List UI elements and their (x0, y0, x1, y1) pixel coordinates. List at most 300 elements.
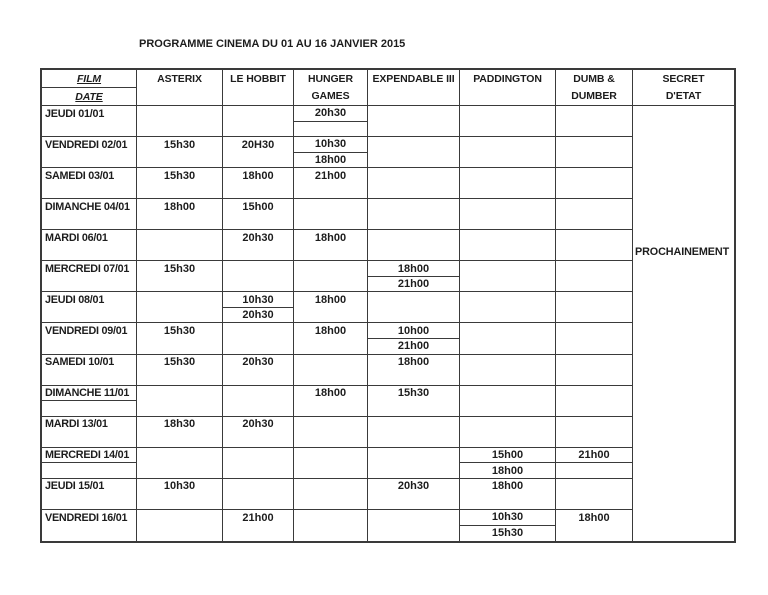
header-cell-hunger (294, 70, 368, 106)
showtime-cell-expendable (368, 292, 460, 323)
empty-slot (460, 370, 555, 385)
showtime: 18h00 (314, 231, 347, 244)
showtime-cell-expendable (368, 479, 460, 510)
date-cell (42, 448, 137, 479)
showtime-cell-hobbit (223, 448, 294, 479)
empty-slot (460, 323, 555, 338)
showtime: 15h30 (491, 527, 524, 540)
empty-slot (460, 292, 555, 307)
showtime-cell-hunger (294, 168, 368, 199)
showtime-cell-hunger (294, 323, 368, 354)
empty-slot (137, 106, 222, 121)
empty-slot (223, 339, 293, 354)
empty-slot (137, 121, 222, 136)
showtime: 15h00 (242, 200, 274, 213)
header-cell-expendable (368, 70, 460, 106)
showtime-cell-paddington (460, 448, 556, 479)
empty-slot (460, 355, 555, 370)
date-cell-empty-slot (42, 370, 136, 385)
empty-slot (556, 214, 632, 229)
showtime-cell-paddington (460, 417, 556, 448)
showtime: 15h30 (163, 169, 196, 182)
empty-slot (368, 292, 459, 307)
date-label: DIMANCHE 11/01 (42, 386, 136, 402)
showtime: 10h30 (223, 292, 293, 308)
showtime: 15h30 (163, 262, 196, 275)
showtime-cell-hunger (294, 292, 368, 323)
showtime-cell-paddington (460, 510, 556, 541)
showtime: 20h30 (242, 231, 274, 244)
date-cell (42, 323, 137, 354)
empty-slot (137, 401, 222, 416)
empty-slot (556, 417, 632, 432)
date-cell (42, 137, 137, 168)
empty-slot (556, 525, 632, 541)
showtime-cell-dumb (556, 199, 633, 230)
date-cell-empty-slot (42, 245, 136, 260)
empty-slot (460, 245, 555, 260)
empty-slot (223, 261, 293, 276)
empty-slot (556, 245, 632, 260)
empty-slot (223, 106, 293, 121)
showtime-cell-hunger (294, 199, 368, 230)
date-header-line (42, 88, 136, 105)
showtime-cell-hobbit (223, 199, 294, 230)
showtime-cell-dumb (556, 479, 633, 510)
empty-slot (223, 276, 293, 291)
date-label: VENDREDI 09/01 (45, 325, 128, 337)
showtime-cell-hobbit (223, 106, 294, 137)
empty-slot (460, 494, 555, 509)
date-cell (42, 417, 137, 448)
showtime-cell-hobbit (223, 292, 294, 323)
header-label-hunger: HUNGER (308, 72, 353, 85)
showtime-cell-dumb (556, 292, 633, 323)
showtime-cell-asterix (137, 168, 223, 199)
empty-slot (556, 199, 632, 214)
showtime-cell-expendable (368, 386, 460, 417)
showtime-cell-asterix (137, 292, 223, 323)
showtime: 21h00 (242, 511, 274, 524)
film-header-line (42, 70, 136, 88)
header-label-paddington: PADDINGTON (473, 72, 542, 85)
showtime-cell-paddington (460, 168, 556, 199)
empty-slot (368, 432, 459, 447)
empty-slot (368, 183, 459, 198)
showtime-cell-asterix (137, 323, 223, 354)
date-cell-empty-slot (42, 432, 136, 447)
showtime: 15h00 (460, 448, 555, 464)
showtime-cell-paddington (460, 137, 556, 168)
showtime-cell-hobbit (223, 230, 294, 261)
empty-slot (137, 386, 222, 401)
showtime-cell-hunger (294, 230, 368, 261)
empty-slot (368, 106, 459, 121)
empty-slot (137, 214, 222, 229)
showtime-cell-expendable (368, 137, 460, 168)
empty-slot (294, 463, 367, 478)
showtime: 20H30 (241, 138, 275, 151)
empty-slot (137, 525, 222, 541)
header-cell-hobbit (223, 70, 294, 106)
empty-slot (137, 152, 222, 167)
showtime-cell-dumb (556, 323, 633, 354)
showtime: 20h30 (242, 309, 274, 322)
showtime-cell-hunger (294, 355, 368, 386)
date-label: JEUDI 15/01 (45, 480, 105, 493)
film-header-label: FILM (76, 72, 102, 85)
empty-slot (223, 370, 293, 385)
empty-slot (556, 292, 632, 307)
empty-slot (460, 137, 555, 152)
secret-coming-soon-cell (633, 106, 734, 541)
empty-slot (460, 386, 555, 401)
empty-slot (556, 370, 632, 385)
empty-slot (556, 152, 632, 167)
empty-slot (223, 494, 293, 509)
showtime-cell-hunger (294, 261, 368, 292)
header-label2-expendable (368, 88, 459, 106)
showtime: 21h00 (397, 278, 430, 291)
date-cell (42, 510, 137, 541)
empty-slot (460, 183, 555, 198)
showtime: 18h00 (314, 153, 347, 166)
header-label2-hunger: GAMES (311, 90, 350, 103)
empty-slot (460, 106, 555, 121)
empty-slot (223, 121, 293, 136)
empty-slot (368, 199, 459, 214)
header-label-secret: SECRET (662, 72, 705, 85)
empty-slot (294, 199, 367, 214)
date-label: JEUDI 08/01 (45, 293, 105, 306)
showtime-cell-paddington (460, 199, 556, 230)
showtime: 18h00 (314, 325, 347, 337)
empty-slot (137, 432, 222, 447)
empty-slot (368, 525, 459, 541)
showtime-cell-asterix (137, 261, 223, 292)
showtime-cell-hobbit (223, 479, 294, 510)
date-cell-empty-slot (42, 401, 136, 416)
showtime-cell-paddington (460, 479, 556, 510)
date-label: MARDI 13/01 (45, 418, 108, 431)
empty-slot (556, 230, 632, 245)
empty-slot (556, 463, 632, 478)
empty-slot (368, 230, 459, 245)
empty-slot (294, 510, 367, 526)
header-label-expendable: EXPENDABLE III (372, 72, 455, 85)
header-cell-asterix (137, 70, 223, 106)
showtime-cell-asterix (137, 479, 223, 510)
empty-slot (368, 448, 459, 463)
date-cell (42, 261, 137, 292)
showtime-cell-dumb (556, 168, 633, 199)
empty-slot (460, 121, 555, 136)
date-label: JEUDI 01/01 (45, 107, 105, 120)
header-label2-dumb: DUMBER (571, 90, 617, 103)
showtime-cell-paddington (460, 106, 556, 137)
date-cell (42, 386, 137, 417)
showtime: 18h00 (491, 480, 524, 493)
empty-slot (556, 339, 632, 354)
showtime-cell-asterix (137, 355, 223, 386)
date-cell-empty-slot (42, 463, 136, 478)
empty-slot (294, 307, 367, 322)
empty-slot (368, 152, 459, 167)
empty-slot (223, 525, 293, 541)
showtime-cell-asterix (137, 106, 223, 137)
showtime-cell-asterix (137, 137, 223, 168)
empty-slot (368, 463, 459, 478)
showtime: 20h30 (397, 480, 430, 493)
empty-slot (294, 183, 367, 198)
showtime-cell-expendable (368, 355, 460, 386)
date-cell-empty-slot (42, 525, 136, 541)
showtime: 15h30 (163, 138, 196, 151)
empty-slot (294, 525, 367, 541)
showtime: 10h00 (368, 323, 459, 339)
empty-slot (294, 214, 367, 229)
empty-slot (294, 370, 367, 385)
showtime-cell-asterix (137, 230, 223, 261)
empty-slot (556, 323, 632, 338)
showtime-cell-hobbit (223, 168, 294, 199)
empty-slot (137, 183, 222, 198)
date-header-label: DATE (75, 90, 103, 103)
empty-slot (137, 494, 222, 509)
empty-slot (368, 121, 459, 136)
showtime-cell-hunger (294, 106, 368, 137)
empty-slot (460, 417, 555, 432)
page-title: PROGRAMME CINEMA DU 01 AU 16 JANVIER 2015 (139, 38, 406, 50)
empty-slot (223, 214, 293, 229)
date-cell (42, 479, 137, 510)
empty-slot (294, 245, 367, 260)
showtime: 18h00 (242, 169, 274, 182)
date-cell-empty-slot (42, 276, 136, 291)
showtime: 18h00 (491, 464, 524, 477)
empty-slot (368, 417, 459, 432)
date-cell (42, 106, 137, 137)
header-label2-hobbit (223, 88, 293, 106)
header-label2-secret: D'ETAT (665, 90, 702, 103)
date-label: MERCREDI 07/01 (45, 262, 130, 275)
empty-slot (137, 339, 222, 354)
empty-slot (223, 183, 293, 198)
empty-slot (556, 137, 632, 152)
empty-slot (368, 168, 459, 183)
empty-slot (460, 339, 555, 354)
showtime-cell-hobbit (223, 417, 294, 448)
header-cell-secret (633, 70, 734, 106)
showtime: 18h00 (368, 261, 459, 277)
showtime: 10h30 (294, 137, 367, 153)
showtime-cell-dumb (556, 355, 633, 386)
showtime-cell-dumb (556, 261, 633, 292)
header-film-date-cell (42, 70, 137, 106)
showtime-cell-expendable (368, 510, 460, 541)
empty-slot (556, 121, 632, 136)
showtime: 21h00 (556, 448, 632, 464)
showtime: 18h00 (397, 356, 430, 369)
showtime-cell-asterix (137, 448, 223, 479)
empty-slot (137, 292, 222, 307)
date-label: DIMANCHE 04/01 (45, 200, 130, 213)
showtime-cell-expendable (368, 261, 460, 292)
empty-slot (137, 463, 222, 478)
schedule-table (40, 68, 736, 543)
empty-slot (368, 214, 459, 229)
empty-slot (223, 401, 293, 416)
empty-slot (294, 261, 367, 276)
header-label2-asterix (137, 88, 222, 106)
showtime: 20h30 (242, 356, 274, 369)
empty-slot (368, 510, 459, 526)
header-label2-paddington (460, 88, 555, 106)
date-label: MARDI 06/01 (45, 231, 108, 244)
showtime-cell-paddington (460, 261, 556, 292)
empty-slot (294, 276, 367, 291)
showtime-cell-expendable (368, 448, 460, 479)
empty-slot (368, 494, 459, 509)
showtime-cell-asterix (137, 510, 223, 541)
empty-slot (556, 494, 632, 509)
showtime-cell-hobbit (223, 137, 294, 168)
empty-slot (223, 386, 293, 401)
showtime-cell-hobbit (223, 323, 294, 354)
date-label: SAMEDI 03/01 (45, 169, 115, 182)
showtime-cell-expendable (368, 417, 460, 448)
date-cell-empty-slot (42, 152, 136, 167)
empty-slot (556, 276, 632, 291)
showtime-cell-hunger (294, 137, 368, 168)
header-cell-dumb (556, 70, 633, 106)
empty-slot (223, 479, 293, 494)
date-cell (42, 292, 137, 323)
date-cell (42, 355, 137, 386)
empty-slot (460, 214, 555, 229)
showtime-cell-hunger (294, 448, 368, 479)
empty-slot (460, 401, 555, 416)
showtime-cell-dumb (556, 510, 633, 541)
showtime-cell-dumb (556, 106, 633, 137)
date-cell-empty-slot (42, 183, 136, 198)
empty-slot (294, 355, 367, 370)
showtime-cell-hunger (294, 510, 368, 541)
showtime: 18h30 (163, 418, 196, 431)
empty-slot (223, 448, 293, 463)
date-cell-empty-slot (42, 494, 136, 509)
header-label-dumb: DUMB & (573, 72, 615, 85)
showtime-cell-expendable (368, 199, 460, 230)
showtime-cell-dumb (556, 417, 633, 448)
empty-slot (368, 137, 459, 152)
showtime-cell-hunger (294, 417, 368, 448)
empty-slot (460, 230, 555, 245)
empty-slot (137, 510, 222, 526)
showtime: 15h30 (163, 325, 196, 337)
empty-slot (294, 479, 367, 494)
empty-slot (137, 245, 222, 260)
showtime: 15h30 (163, 356, 196, 369)
empty-slot (556, 386, 632, 401)
date-cell-empty-slot (42, 339, 136, 354)
header-label-hobbit: LE HOBBIT (230, 72, 286, 85)
empty-slot (223, 152, 293, 167)
empty-slot (460, 432, 555, 447)
showtime-cell-asterix (137, 199, 223, 230)
showtime: 18h00 (314, 293, 347, 306)
empty-slot (137, 370, 222, 385)
empty-slot (294, 432, 367, 447)
showtime-cell-expendable (368, 168, 460, 199)
showtime-cell-hobbit (223, 386, 294, 417)
empty-slot (137, 448, 222, 463)
showtime-cell-expendable (368, 106, 460, 137)
header-cell-paddington (460, 70, 556, 106)
empty-slot (556, 168, 632, 183)
empty-slot (556, 307, 632, 322)
empty-slot (294, 339, 367, 354)
showtime: 15h30 (397, 387, 430, 400)
empty-slot (556, 479, 632, 494)
empty-slot (223, 463, 293, 478)
empty-slot (460, 199, 555, 214)
showtime-cell-dumb (556, 137, 633, 168)
empty-slot (294, 401, 367, 416)
showtime: 20h30 (242, 418, 274, 431)
showtime-cell-hunger (294, 479, 368, 510)
empty-slot (294, 122, 367, 137)
showtime-cell-expendable (368, 323, 460, 354)
empty-slot (460, 307, 555, 322)
empty-slot (368, 307, 459, 322)
empty-slot (556, 261, 632, 276)
empty-slot (556, 183, 632, 198)
date-cell (42, 199, 137, 230)
showtime: 18h00 (163, 200, 196, 213)
showtime: 18h00 (578, 511, 610, 524)
empty-slot (294, 448, 367, 463)
date-cell-empty-slot (42, 214, 136, 229)
showtime: 10h30 (163, 480, 196, 493)
empty-slot (294, 494, 367, 509)
date-label: MERCREDI 14/01 (42, 448, 136, 464)
empty-slot (460, 168, 555, 183)
showtime-cell-paddington (460, 355, 556, 386)
empty-slot (223, 323, 293, 338)
date-cell-empty-slot (42, 121, 136, 136)
showtime-cell-paddington (460, 323, 556, 354)
showtime-cell-asterix (137, 386, 223, 417)
showtime-cell-hobbit (223, 510, 294, 541)
showtime-cell-paddington (460, 230, 556, 261)
empty-slot (368, 245, 459, 260)
empty-slot (368, 401, 459, 416)
empty-slot (368, 370, 459, 385)
date-label: VENDREDI 16/01 (45, 511, 128, 524)
empty-slot (223, 245, 293, 260)
empty-slot (294, 417, 367, 432)
empty-slot (223, 432, 293, 447)
empty-slot (460, 152, 555, 167)
date-cell (42, 230, 137, 261)
showtime-cell-asterix (137, 417, 223, 448)
date-label: VENDREDI 02/01 (45, 138, 128, 151)
showtime-cell-dumb (556, 230, 633, 261)
empty-slot (556, 432, 632, 447)
date-cell (42, 168, 137, 199)
showtime-cell-hobbit (223, 355, 294, 386)
